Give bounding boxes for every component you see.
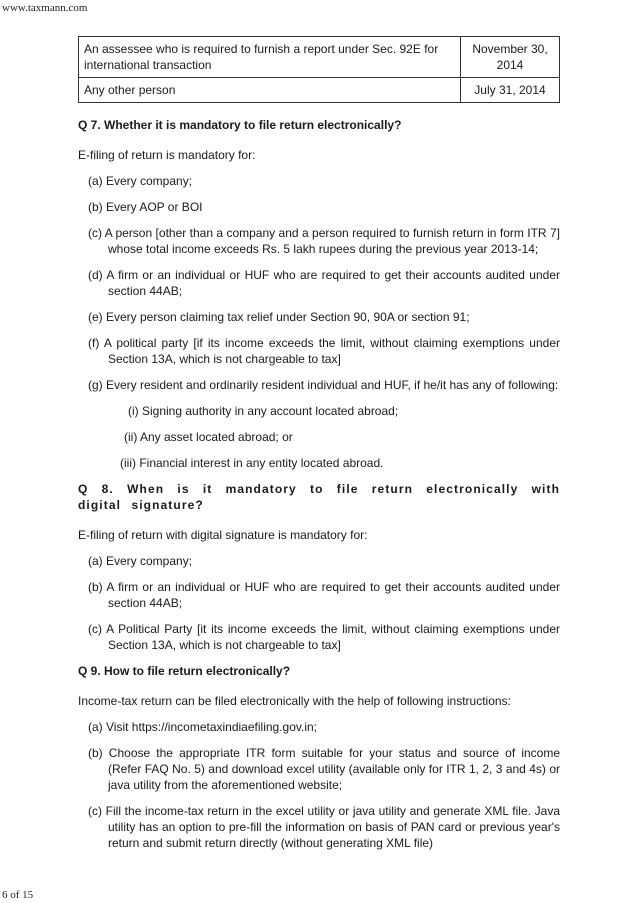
list-item: (g) Every resident and ordinarily resident individual and HUF, if he/it has any of following:	[88, 378, 559, 392]
list-item: (d) A firm or an individual or HUF who are required to get their accounts audited under section 44AB;	[88, 268, 560, 298]
table-cell-due-date: July 31, 2014	[461, 78, 560, 103]
site-url: www.taxmann.com	[2, 2, 88, 14]
question-7-intro: E-filing of return is mandatory for:	[78, 148, 256, 162]
sub-list-item: (iii) Financial interest in any entity located abroad.	[120, 456, 384, 470]
table-cell-person: An assessee who is required to furnish a report under Sec. 92E for international transaction	[79, 37, 461, 78]
list-item: (b) Choose the appropriate ITR form suitable for your status and source of income (Refer FAQ No. 5) and download excel utility (available only for ITR 1, 2, 3 and 4s) or java utility from the aforementioned website;	[88, 746, 560, 792]
table-row	[79, 37, 560, 78]
question-9-intro: Income-tax return can be filed electronically with the help of following instructions:	[78, 694, 511, 708]
page-indicator: 6 of 15	[2, 889, 34, 901]
list-item: (a) Every company;	[88, 174, 193, 188]
list-item: (c) A Political Party [it its income exceeds the limit, without claiming exemptions under Section 13A, which is not chargeable to tax]	[88, 622, 560, 652]
sub-list-item: (i) Signing authority in any account located abroad;	[128, 404, 399, 418]
table-cell-due-date: November 30, 2014	[461, 37, 560, 78]
list-item: (c) A person [other than a company and a person required to furnish return in form ITR 7] whose total income exceeds Rs. 5 lakh rupees during the previous year 2013-14;	[88, 226, 560, 256]
table-cell-person: Any other person	[79, 78, 461, 103]
question-8-intro: E-filing of return with digital signature is mandatory for:	[78, 528, 368, 542]
sub-list-item: (ii) Any asset located abroad; or	[124, 430, 293, 444]
table-row	[79, 78, 560, 103]
list-item: (f) A political party [if its income exceeds the limit, without claiming exemptions under Section 13A, which is not chargeable to tax]	[88, 336, 560, 366]
document-body	[78, 36, 560, 861]
list-item: (c) Fill the income-tax return in the excel utility or java utility and generate XML file. Java utility has an option to pre-fill the information on basis of PAN card or previous year's return and submit return directly (without generating XML file)	[88, 804, 560, 850]
question-9-heading: Q 9. How to file return electronically?	[78, 664, 291, 678]
list-item: (e) Every person claiming tax relief under Section 90, 90A or section 91;	[88, 310, 470, 324]
question-7-heading: Q 7. Whether it is mandatory to file return electronically?	[78, 118, 402, 132]
question-8-heading: Q 8. When is it mandatory to file return electronically with digital signature?	[78, 482, 560, 512]
list-item: (b) A firm or an individual or HUF who are required to get their accounts audited under section 44AB;	[88, 580, 560, 610]
list-item: (a) Every company;	[88, 554, 193, 568]
list-item: (a) Visit https://incometaxindiaefiling.gov.in;	[88, 720, 318, 734]
due-date-table	[78, 36, 560, 103]
list-item: (b) Every AOP or BOI	[88, 200, 203, 214]
